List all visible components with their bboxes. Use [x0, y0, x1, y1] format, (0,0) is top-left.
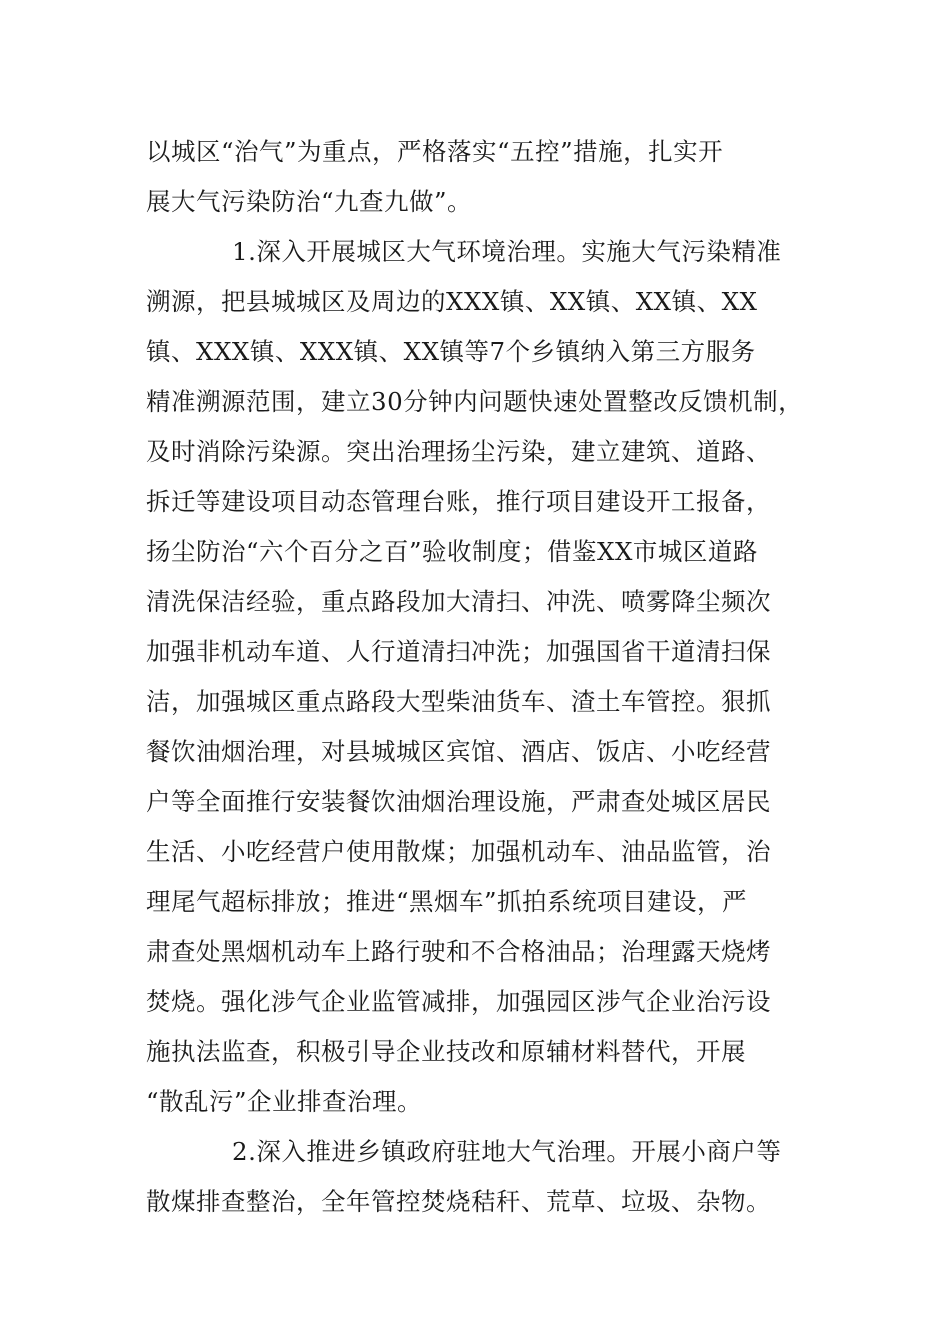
text-line-12: 洁，加强城区重点路段大型柴油货车、渣土车管控。狠抓	[146, 687, 771, 716]
paragraph-2-heading-line: 2.深入推进乡镇政府驻地大气治理。开展小商户等	[232, 1137, 782, 1166]
text-line-13: 餐饮油烟治理，对县城城区宾馆、酒店、饭店、小吃经营	[146, 737, 771, 766]
text-line-10: 清洗保洁经验，重点路段加大清扫、冲洗、喷雾降尘频次	[146, 587, 771, 616]
text-line-17: 肃查处黑烟机动车上路行驶和不合格油品；治理露天烧烤	[146, 937, 771, 966]
text-line-8: 拆迁等建设项目动态管理台账，推行项目建设开工报备，	[146, 487, 771, 516]
text-line-1: 以城区“治气”为重点，严格落实“五控”措施，扎实开	[146, 137, 724, 166]
paragraph-1-heading-line: 1.深入开展城区大气环境治理。实施大气污染精准	[232, 237, 782, 266]
text-line-16: 理尾气超标排放；推进“黑烟车”抓拍系统项目建设，严	[146, 887, 748, 916]
text-line-2: 展大气污染防治“九查九做”。	[146, 187, 473, 216]
text-line-19: 施执法监查，积极引导企业技改和原辅材料替代，开展	[146, 1037, 746, 1066]
text-line-18: 焚烧。强化涉气企业监管减排，加强园区涉气企业治污设	[146, 987, 771, 1016]
text-line-9: 扬尘防治“六个百分之百”验收制度；借鉴XX市城区道路	[146, 537, 758, 566]
text-line-7: 及时消除污染源。突出治理扬尘污染，建立建筑、道路、	[146, 437, 771, 466]
text-line-6: 精准溯源范围，建立30分钟内问题快速处置整改反馈机制，	[146, 387, 804, 416]
text-line-4: 溯源，把县城城区及周边的XXX镇、XX镇、XX镇、XX	[146, 287, 758, 316]
text-line-20: “散乱污”企业排查治理。	[146, 1087, 423, 1116]
text-line-14: 户等全面推行安装餐饮油烟治理设施，严肃查处城区居民	[146, 787, 771, 816]
text-line-5: 镇、XXX镇、XXX镇、XX镇等7个乡镇纳入第三方服务	[146, 337, 756, 366]
text-line-22: 散煤排查整治，全年管控焚烧秸秆、荒草、垃圾、杂物。	[146, 1187, 771, 1216]
text-line-15: 生活、小吃经营户使用散煤；加强机动车、油品监管，治	[146, 837, 771, 866]
text-line-11: 加强非机动车道、人行道清扫冲洗；加强国省干道清扫保	[146, 637, 771, 666]
